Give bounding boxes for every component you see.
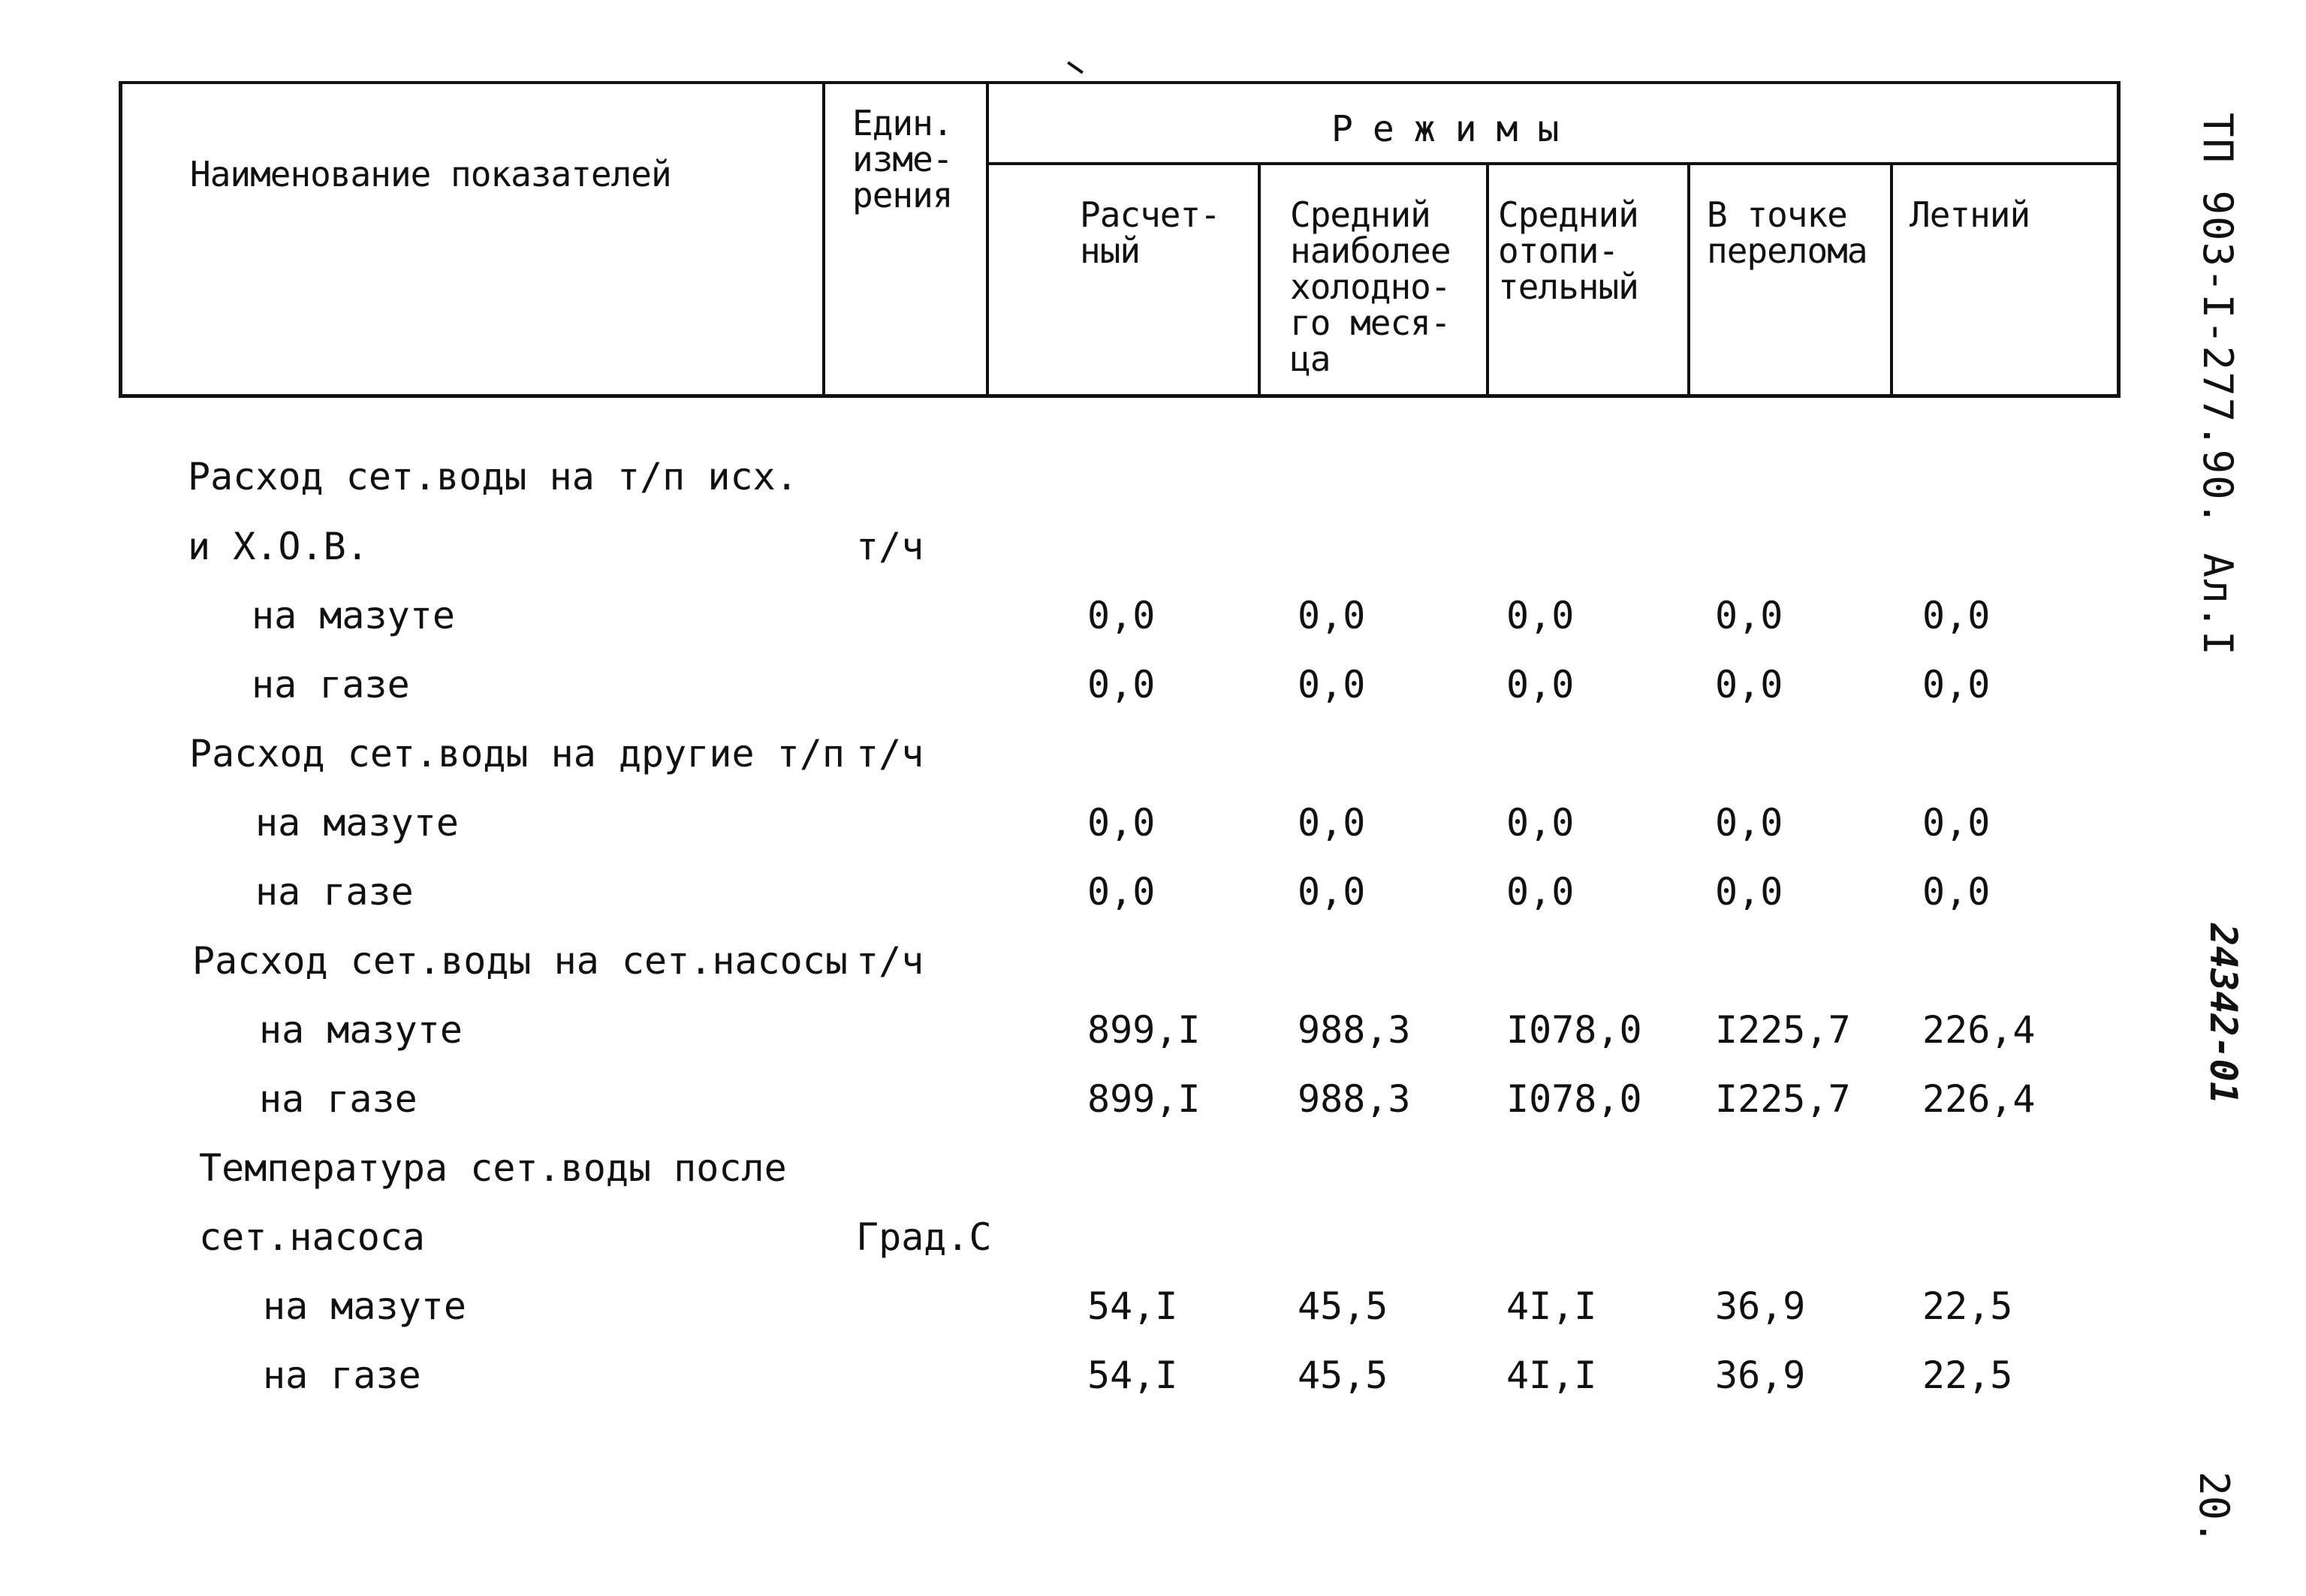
row-value: 0,0 [1715,801,1783,845]
row-value: 0,0 [1087,594,1156,637]
row-label: на газе [259,1077,417,1121]
row-value: 36,9 [1715,1354,1806,1397]
row-label: сет.насоса [199,1215,426,1259]
row-unit: Град.С [856,1215,992,1259]
row-value: 0,0 [1506,801,1575,845]
divider-mode-4 [1890,165,1893,394]
table-row [0,1146,2306,1215]
row-label: на газе [252,663,410,706]
row-label: Расход сет.воды на сет.насосы [192,939,848,983]
divider-mode-3 [1687,165,1690,394]
row-value: 4I,I [1506,1284,1597,1328]
row-label: на газе [263,1354,421,1397]
row-value: 0,0 [1298,870,1366,914]
row-value: 0,0 [1298,594,1366,637]
row-label: на мазуте [252,594,455,637]
row-value: 0,0 [1087,870,1156,914]
row-value: 899,I [1087,1077,1201,1121]
row-value: 54,I [1087,1284,1178,1328]
table-row [0,1215,2306,1284]
table-row [0,731,2306,800]
row-label: Расход сет.воды на другие т/п [189,732,845,775]
row-value: 226,4 [1922,1008,2036,1052]
table-row [0,454,2306,523]
document-code: ТП 903-I-277.90. Ал.I [2194,113,2241,657]
header-mode-design: Расчет- ный [1080,194,1220,271]
row-value: 226,4 [1922,1077,2036,1121]
row-label: Расход сет.воды на т/п исх. [188,455,798,498]
row-value: 22,5 [1922,1284,2013,1328]
row-value: 0,0 [1715,594,1783,637]
row-value: 0,0 [1922,870,1991,914]
table-row [0,1077,2306,1146]
header-modes: Режимы [1331,108,1579,150]
row-value: 4I,I [1506,1354,1597,1397]
row-label: на мазуте [259,1008,463,1052]
row-value: 988,3 [1298,1077,1411,1121]
divider-mode-2 [1486,165,1489,394]
table-header [119,81,2121,398]
row-value: I078,0 [1506,1077,1642,1121]
table-row [0,1284,2306,1353]
table-row [0,593,2306,662]
row-value: 0,0 [1506,663,1575,706]
header-mode-break-point: В точке перелома [1707,194,1867,271]
page-number: 20. [2190,1471,2238,1545]
table-row [0,524,2306,593]
row-value: 0,0 [1298,663,1366,706]
row-label: Температура сет.воды после [199,1146,787,1190]
divider-name-unit [822,84,825,394]
divider-mode-1 [1258,165,1261,394]
row-value: 988,3 [1298,1008,1411,1052]
table-row [0,1007,2306,1077]
divider-modes-row [989,162,2117,165]
row-label: на мазуте [263,1284,466,1328]
row-label: и Х.О.В. [188,525,369,568]
row-label: на газе [255,870,414,914]
table-row [0,1353,2306,1422]
row-value: 22,5 [1922,1354,2013,1397]
row-label: на мазуте [255,801,459,845]
row-value: 0,0 [1922,663,1991,706]
header-unit-column: Един. изме- рения [852,103,953,215]
row-unit: т/ч [856,939,924,983]
row-value: 0,0 [1506,870,1575,914]
row-value: 54,I [1087,1354,1178,1397]
header-mode-coldest-month: Средний наиболее холодно- го меся- ца [1290,194,1451,379]
row-value: I225,7 [1715,1077,1851,1121]
row-value: I225,7 [1715,1008,1851,1052]
row-value: 45,5 [1298,1354,1388,1397]
row-value: 0,0 [1087,801,1156,845]
row-value: 0,0 [1715,870,1783,914]
header-name-column: Наименование показателей [190,154,671,194]
table-row [0,662,2306,731]
row-value: 36,9 [1715,1284,1806,1328]
scan-mark [1067,61,1084,74]
inventory-number: 24342-01 [2202,923,2245,1104]
row-value: 899,I [1087,1008,1201,1052]
row-value: 0,0 [1087,663,1156,706]
row-unit: т/ч [856,732,924,775]
header-mode-heating-avg: Средний отопи- тельный [1498,194,1638,307]
row-value: 0,0 [1922,594,1991,637]
divider-unit-modes [986,84,989,394]
row-value: I078,0 [1506,1008,1642,1052]
row-value: 0,0 [1506,594,1575,637]
table-row [0,938,2306,1007]
row-value: 0,0 [1922,801,1991,845]
row-value: 0,0 [1298,801,1366,845]
header-mode-summer: Летний [1910,194,2030,235]
row-value: 0,0 [1715,663,1783,706]
table-row [0,869,2306,938]
row-value: 45,5 [1298,1284,1388,1328]
table-row [0,800,2306,869]
row-unit: т/ч [856,525,924,568]
